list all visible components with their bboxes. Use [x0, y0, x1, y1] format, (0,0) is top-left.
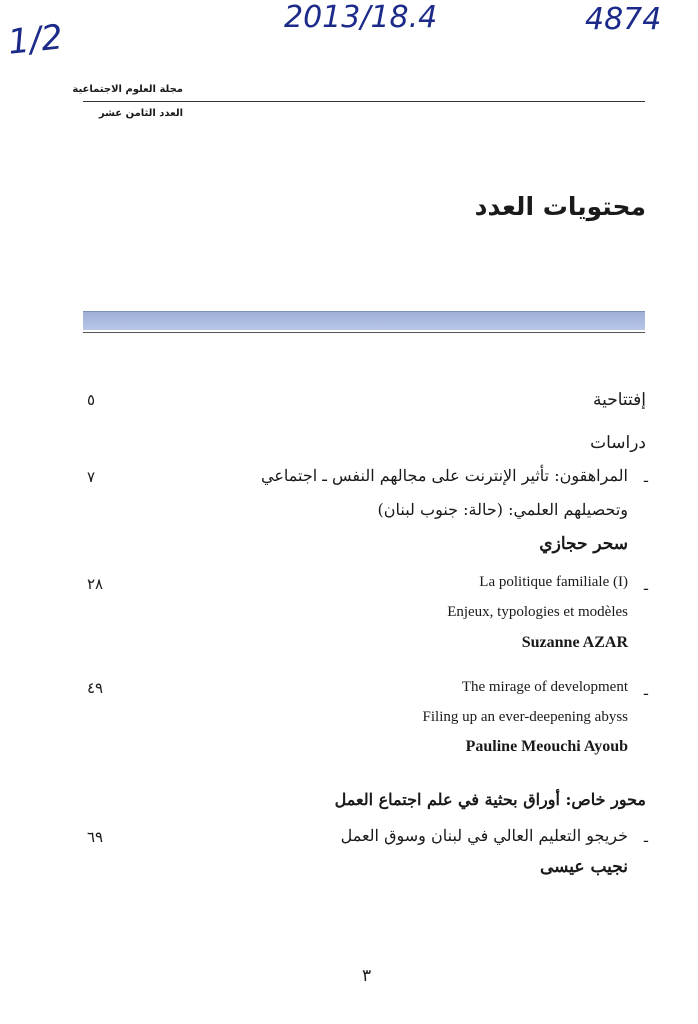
article-2-author: Suzanne AZAR: [521, 634, 628, 651]
article-3-page: ٤٩: [87, 679, 104, 697]
handwritten-date: 2013/18.4: [284, 0, 438, 35]
article-2-page: ٢٨: [87, 575, 104, 593]
article-3-dash: ـ: [643, 683, 648, 699]
article-1-title-line2: وتحصيلهم العلمي: (حالة: جنوب لبنان): [377, 500, 628, 519]
article-3-author: Pauline Meouchi Ayoub: [465, 738, 628, 755]
editorial-label: إفتتاحية: [592, 390, 646, 410]
section-studies: دراسات: [590, 433, 646, 453]
special-section-heading: محور خاص: أوراق بحثية في علم اجتماع العمل: [334, 790, 646, 809]
article-2-title-line1: La politique familiale (I): [479, 574, 628, 590]
title-band: [83, 311, 645, 330]
article-2-dash: ـ: [643, 578, 648, 594]
special-article-title: خريجو التعليم العالي في لبنان وسوق العمل: [340, 826, 628, 845]
editorial-page: ٥: [87, 391, 96, 409]
special-article-page: ٦٩: [87, 828, 104, 846]
article-1-page: ٧: [87, 468, 96, 486]
page-title: محتويات العدد: [474, 192, 646, 221]
page-number: ٣: [362, 966, 372, 986]
issue-label: العدد الثامن عشر: [98, 108, 183, 119]
title-band-rule: [83, 332, 645, 333]
special-article-dash: ـ: [643, 830, 648, 846]
handwritten-number: 4874: [585, 2, 662, 37]
special-article-author: نجيب عيسى: [539, 857, 628, 877]
header-rule: [83, 101, 645, 102]
handwritten-note-left: 1/2: [6, 17, 65, 63]
article-3-title-line2: Filing up an ever-deepening abyss: [422, 709, 628, 725]
article-3-title-line1: The mirage of development: [461, 679, 628, 695]
article-2-title-line2: Enjeux, typologies et modèles: [447, 604, 628, 620]
article-1-author: سحر حجازي: [539, 534, 628, 554]
article-1-title-line1: المراهقون: تأثير الإنترنت على مجالهم النفس ـ اجتماعي: [260, 466, 628, 485]
journal-title: مجلة العلوم الاجتماعية: [72, 84, 183, 95]
article-1-dash: ـ: [643, 470, 648, 486]
